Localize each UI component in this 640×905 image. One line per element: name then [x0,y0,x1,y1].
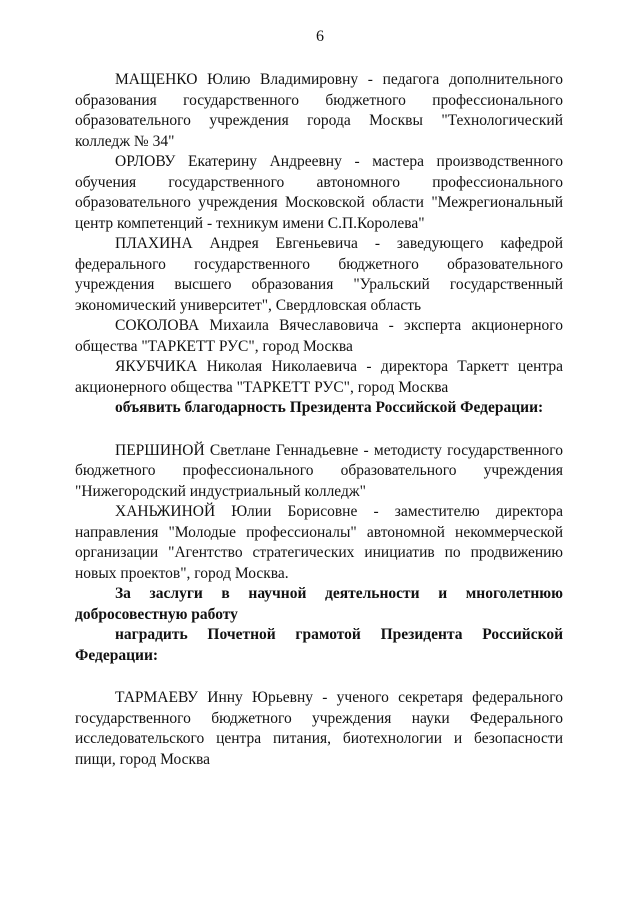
paragraph-plakhin: ПЛАХИНА Андрея Евгеньевича - заведующего кафедрой федерального государственного бюджетного образовательного учреждения высшего образования "Уральский государственный экономический университет", Свердловская область [75,235,563,314]
paragraph-mashchenko: МАЩЕНКО Юлию Владимировну - педагога дополнительного образования государственного бюджетного профессионального образовательного учреждения города Москвы "Технологический колледж № 34" [75,71,563,150]
document-body [75,70,563,770]
heading-award: наградить Почетной грамотой Президента Российской Федерации: [75,626,563,664]
paragraph-sokolov: СОКОЛОВА Михаила Вячеславовича - эксперта акционерного общества "ТАРКЕТТ РУС", город Москва [75,317,563,355]
paragraph-yakubchik: ЯКУБЧИКА Николая Николаевича - директора Таркетт центра акционерного общества "ТАРКЕТТ РУС", город Москва [75,358,563,396]
paragraph-tarmaeva: ТАРМАЕВУ Инну Юрьевну - ученого секретаря федерального государственного бюджетного учреждения науки Федерального исследовательского центра питания, биотехнологии и безопасности пищи, город Москва [75,689,563,768]
heading-merits: За заслуги в научной деятельности и многолетнюю добросовестную работу [75,585,563,623]
paragraph-pershina: ПЕРШИНОЙ Светлане Геннадьевне - методисту государственного бюджетного профессионального образовательного учреждения "Нижегородский индустриальный колледж" [75,441,563,500]
heading-gratitude: объявить благодарность Президента Российской Федерации: [115,399,544,416]
paragraph-orlova: ОРЛОВУ Екатерину Андреевну - мастера производственного обучения государственного автономного профессионального образовательного учреждения Московской области "Межрегиональный центр компетенций - техникум имени С.П.Королева" [75,153,563,232]
page-number: 6 [316,28,324,45]
paragraph-khanzhina: ХАНЬЖИНОЙ Юлии Борисовне - заместителю директора направления "Молодые профессионалы" автономной некоммерческой организации "Агентство стратегических инициатив по продвижению новых проектов", город Москва. [75,503,563,582]
